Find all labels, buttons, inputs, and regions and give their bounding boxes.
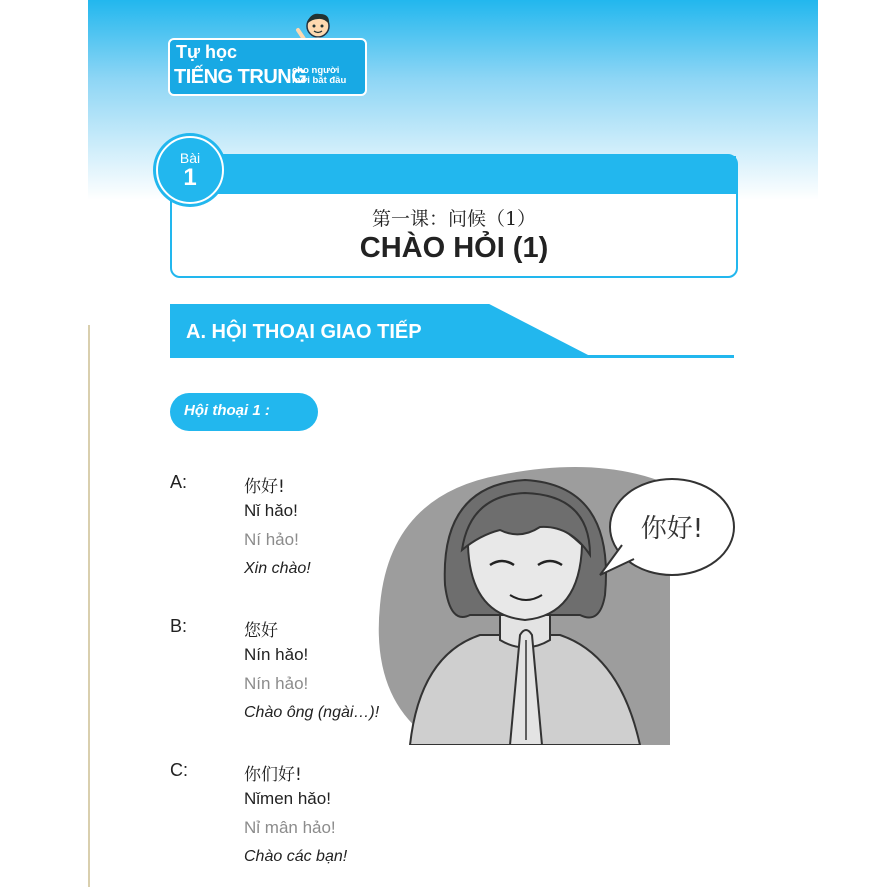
phonetic-b: Nín hảo! — [244, 674, 309, 693]
lesson-header-bar — [172, 156, 736, 194]
book-logo — [168, 38, 363, 94]
logo-tagline-2: mới bắt đầu — [292, 75, 347, 86]
lesson-title-vietnamese: CHÀO HỎI (1) — [359, 232, 549, 264]
logo-line-2: TIẾNG TRUNG — [174, 66, 307, 88]
hanzi-b: 您好 — [244, 621, 278, 641]
dialogue-label: Hội thoại 1 : — [184, 402, 270, 419]
lesson-header — [170, 154, 738, 278]
lesson-number-badge — [156, 136, 224, 204]
logo-badge — [168, 38, 367, 96]
greeting-woman-illustration — [350, 455, 740, 745]
speech-bubble-text: 你好! — [640, 514, 704, 544]
speaker-c: C: — [170, 760, 188, 780]
hanzi-a: 你好! — [244, 477, 285, 497]
phonetic-c: Nỉ mân hảo! — [244, 818, 336, 837]
pinyin-b: Nín hǎo! — [244, 645, 309, 664]
section-underline — [170, 355, 734, 358]
meaning-b: Chào ông (ngài…)! — [244, 704, 380, 721]
phonetic-a: Ní hảo! — [244, 530, 299, 549]
pinyin-a: Nǐ hǎo! — [244, 501, 298, 520]
section-title: A. HỘI THOẠI GIAO TIẾP — [186, 321, 422, 343]
meaning-c: Chào các bạn! — [244, 848, 348, 865]
hanzi-c: 你们好! — [244, 765, 302, 785]
speaker-a: A: — [170, 472, 188, 492]
meaning-a: Xin chào! — [244, 560, 311, 577]
logo-tagline-1: cho người — [292, 65, 340, 76]
page-margin-line — [88, 325, 90, 887]
lesson-title-chinese: 第一课：问候（1） — [371, 208, 537, 230]
logo-line-1: Tự học — [176, 42, 238, 62]
pinyin-c: Nǐmen hǎo! — [244, 789, 331, 808]
book-page — [88, 0, 818, 887]
lesson-label: Bài — [179, 150, 201, 166]
speaker-b: B: — [170, 616, 188, 636]
logo-tagline — [292, 66, 346, 86]
lesson-number: 1 — [183, 164, 197, 191]
